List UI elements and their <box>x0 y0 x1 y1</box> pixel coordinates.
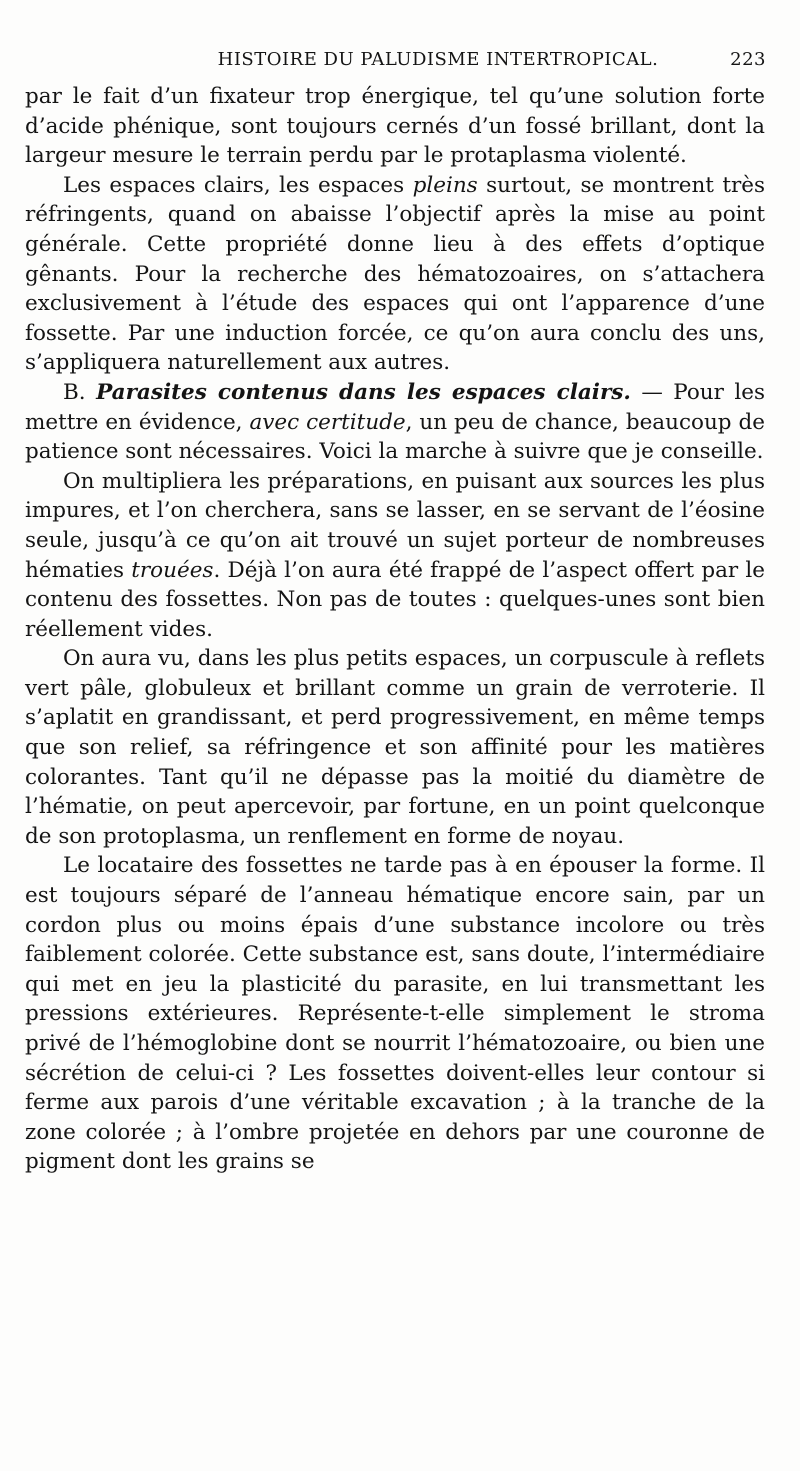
paragraph <box>25 467 765 645</box>
paragraph <box>25 82 765 171</box>
section-heading: Parasites contenus dans les espaces clairs. <box>96 379 631 405</box>
running-title: HISTOIRE DU PALUDISME INTERTROPICAL. <box>217 49 659 70</box>
italic-run: trouées <box>131 557 214 583</box>
text-run: Les espaces clairs, les espaces <box>63 172 413 198</box>
paragraph <box>25 851 765 1177</box>
page-number: 223 <box>730 49 766 70</box>
paragraph <box>25 378 765 467</box>
text-run: B. <box>63 379 97 405</box>
text-run: On multipliera les préparations, en puisant aux sources les plus impures, et l’on cherchera, sans se lasser, en se servant de l’éosine seule, jusqu’à ce qu’on ait trouvé un sujet porteur de nombreuses hématies <box>25 468 765 583</box>
paragraph <box>25 171 765 378</box>
paragraph <box>25 644 765 851</box>
text-run: — Pour les mettre en évidence, <box>25 379 766 435</box>
text-run: , un peu de chance, beaucoup de patience sont nécessaires. Voici la marche à suivre que je conseille. <box>25 409 765 465</box>
text-run: par le fait d’un fixateur trop énergique, tel qu’une solution forte d’acide phénique, sont toujours cernés d’un fossé brillant, dont la largeur mesure le terrain perdu par le protaplasma violenté. <box>25 84 765 169</box>
body-text <box>25 82 765 1177</box>
italic-run: avec certitude <box>249 409 406 435</box>
italic-run: pleins <box>412 172 478 198</box>
text-run: . Déjà l’on aura été frappé de l’aspect offert par le contenu des fossettes. Non pas de toutes : quelques-unes sont bien réellement vides. <box>25 557 765 642</box>
running-header <box>20 49 766 77</box>
text-run: On aura vu, dans les plus petits espaces, un corpuscule à reflets vert pâle, globuleux et brillant comme un grain de verroterie. Il s’aplatit en grandissant, et perd progressivement, en même temps que son relief, sa réfringence et son affinité pour les matières colorantes. Tant qu’il ne dépasse pas la moitié du diamètre de l’hématie, on peut apercevoir, par fortune, en un point quelconque de son protoplasma, un renflement en forme de noyau. <box>25 646 765 849</box>
text-run: Le locataire des fossettes ne tarde pas à en épouser la forme. Il est toujours séparé de l’anneau hématique encore sain, par un cordon plus ou moins épais d’une substance incolore ou très faiblement colorée. Cette substance est, sans doute, l’intermédiaire qui met en jeu la plasticité du parasite, en lui transmettant les pressions extérieures. Représente-t-elle simplement le stroma privé de l’hémoglobine dont se nourrit l’hématozoaire, ou bien une sécrétion de celui-ci ? Les fossettes doivent-elles leur contour si ferme aux parois d’une véritable excavation ; à la tranche de la zone colorée ; à l’ombre projetée en dehors par une couronne de pigment dont les grains se <box>25 853 765 1175</box>
text-run: surtout, se montrent très réfringents, quand on abaisse l’objectif après la mise au point générale. Cette propriété donne lieu à des effets d’optique gênants. Pour la recherche des hématozoaires, on s’attachera exclusivement à l’étude des espaces qui ont l’apparence d’une fossette. Par une induction forcée, ce qu’on aura conclu des uns, s’appliquera naturellement aux autres. <box>25 172 766 376</box>
